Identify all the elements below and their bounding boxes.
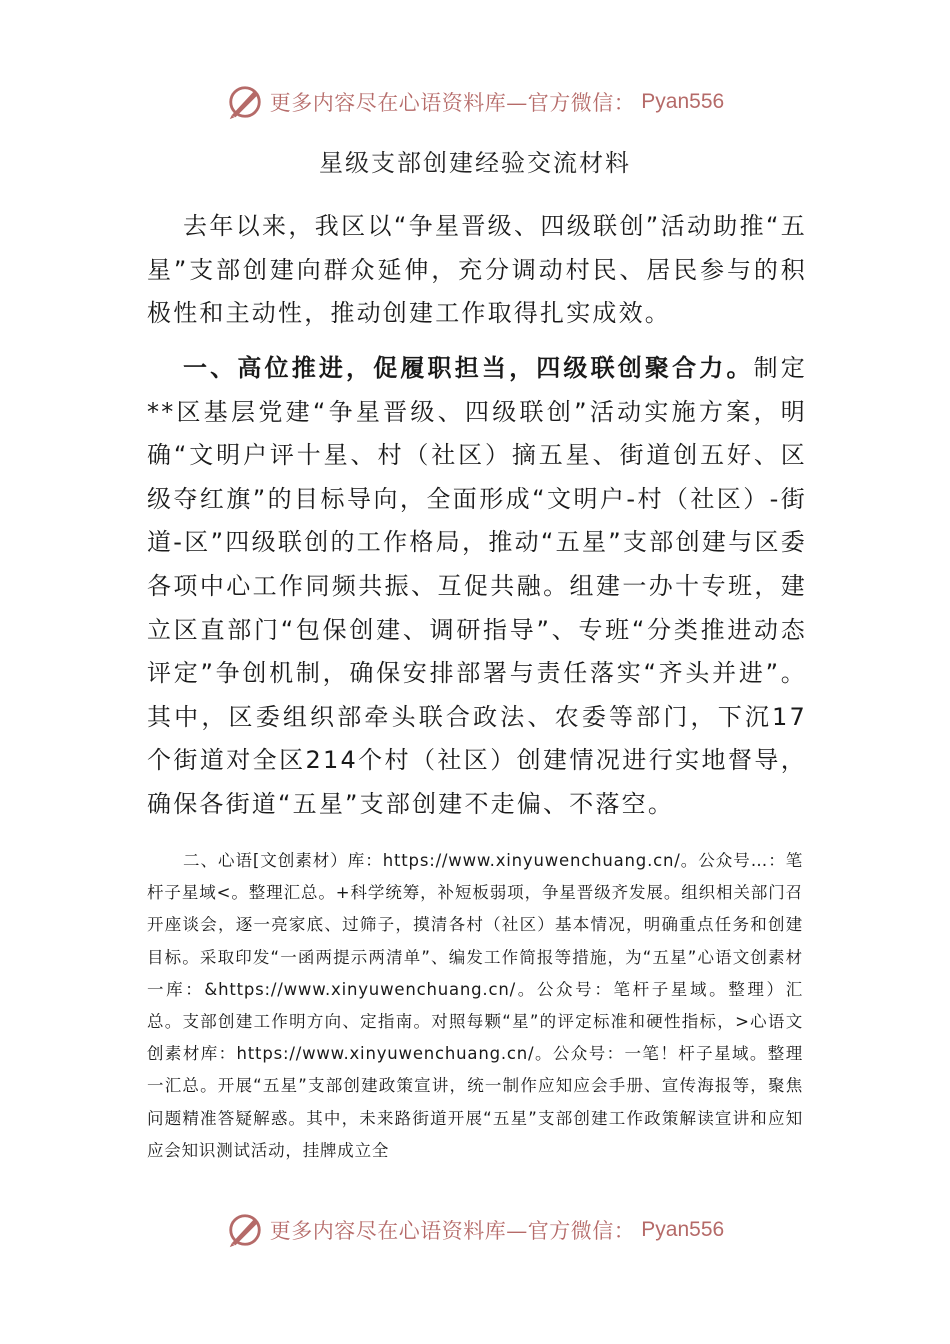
pen-circle-logo-icon (226, 83, 264, 121)
document-title: 星级支部创建经验交流材料 (319, 149, 631, 177)
section-1-paragraph (147, 347, 807, 827)
footer-watermark-banner (0, 1208, 950, 1252)
section-1-heading: 一、高位推进，促履职担当，四级联创聚合力。 (183, 354, 754, 382)
section-1-body: 制定**区基层党建“争星晋级、四级联创”活动实施方案，明确“文明户评十星、村（社区）摘五星、街道创五好、区级夺红旗”的目标导向，全面形成“文明户-村（社区）-街道-区”四级联创的工作格局，推动“五星”支部创建与区委各项中心工作同频共振、互促共融。组建一办十专班，建立区直部门“包保创建、调研指导”、专班“分类推进动态评定”争创机制，确保安排部署与责任落实“齐头并进”。其中，区委组织部牵头联合政法、农委等部门，下沉17个街道对全区214个村（社区）创建情况进行实地督导，确保各街道“五星”支部创建不走偏、不落空。 (147, 354, 807, 818)
banner-text: 更多内容尽在心语资料库—官方微信： (269, 91, 636, 115)
banner-wechat-id: Pyan556 (641, 90, 725, 113)
banner-text: 更多内容尽在心语资料库—官方微信： (269, 1219, 636, 1243)
banner-wechat-id: Pyan556 (641, 1218, 725, 1241)
intro-paragraph: 去年以来，我区以“争星晋级、四级联创”活动助推“五星”支部创建向群众延伸，充分调动村民、居民参与的积极性和主动性，推动创建工作取得扎实成效。 (147, 212, 807, 328)
header-watermark-banner (0, 80, 950, 124)
pen-circle-logo-icon (226, 1211, 264, 1249)
section-2-paragraph: 二、心语[文创素材）库：https://www.xinyuwenchuang.cn/。公众号…：笔杆子星域<。整理汇总。+科学统筹，补短板弱项，争星晋级齐发展。组织相关部门召开座谈会，逐一亮家底、过筛子，摸清各村（社区）基本情况，明确重点任务和创建目标。采取印发“一函两提示两清单”、编发工作简报等措施，为“五星”心语文创素材一库：&https://www.xinyuwenchuang.cn/。公众号：笔杆子星域。整理）汇总。支部创建工作明方向、定指南。对照每颗“星”的评定标准和硬性指标，>心语文创素材库：https://www.xinyuwenchuang.cn/。公众号：一笔！杆子星域。整理一汇总。开展“五星”支部创建政策宣讲，统一制作应知应会手册、宣传海报等，聚焦问题精准答疑解惑。其中，未来路街道开展“五星”支部创建工作政策解读宣讲和应知应会知识测试活动，挂牌成立全 (147, 851, 803, 1160)
